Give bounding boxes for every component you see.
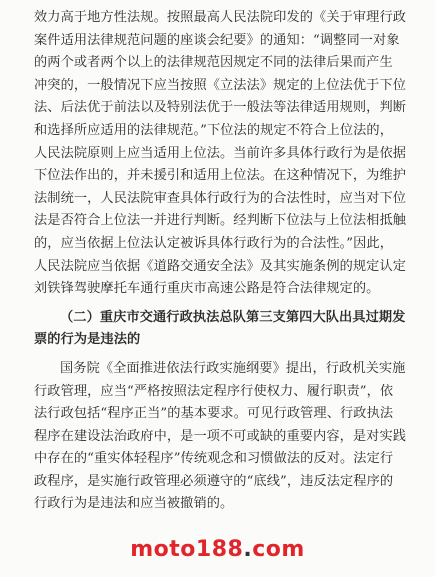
paragraph-line: 法行政包括“程序正当”的基本要求。可见行政管理、行政执法	[34, 406, 394, 422]
paragraph-line: 的两个或者两个以上的法律规范因规定不同的法律后果而产生	[34, 55, 393, 71]
paragraph-line: 国务院《全面推进依法行政实施纲要》提出，行政机关实施	[60, 360, 406, 376]
site-watermark	[0, 537, 435, 562]
paragraph-line: 法是否符合上位法一并进行判断。经判断下位法与上位法相抵触	[34, 213, 406, 229]
paragraph-line: 程序在建设法治政府中，是一项不可或缺的重要内容，是对实践	[34, 428, 406, 444]
paragraph-line: 刘铁锋驾驶摩托车通行重庆市高速公路是符合法律规定的。	[34, 281, 380, 297]
watermark-prefix: moto1	[130, 537, 212, 562]
paragraph-line: 人民法院原则上应当适用上位法。当前许多具体行政行为是依据	[34, 145, 406, 161]
paragraph-line: 行政管理，应当“严格按照法定程序行使权力、履行职责”，依	[34, 383, 394, 399]
paragraph-line: 效力高于地方性法规。按照最高人民法院印发的《关于审理行政	[34, 10, 406, 25]
watermark-suffix: com	[252, 537, 305, 562]
paragraph-line: 的，应当依据上位法认定被诉具体行政行为的合法性。”因此，	[34, 235, 394, 251]
paragraph-line: 法、后法优于前法以及特别法优于一般法等法律适用规则，判断	[34, 100, 406, 116]
paragraph-line: 法制统一，人民法院审查具体行政行为的合法性时，应当对下位	[34, 190, 406, 206]
section-heading-line: 票的行为是违法的	[34, 332, 141, 348]
paragraph-line: 中存在的“重实体轻程序”传统观念和习惯做法的反对。法定行	[34, 451, 394, 467]
paragraph-line: 下位法作出的，并未援引和适用上位法。在这种情况下，为维护	[34, 168, 406, 184]
paragraph-line: 案件适用法律规范问题的座谈会纪要》的通知：“调整同一对象	[34, 32, 400, 48]
paragraph-line: 和选择所应适用的法律规范。”下位法的规定不符合上位法的，	[34, 122, 394, 138]
paragraph-line: 冲突的，一般情况下应当按照《立法法》规定的上位法优于下位	[34, 77, 406, 93]
document-body	[34, 7, 406, 516]
paragraph-line: 政程序，是实施行政管理必须遵守的“底线”，违反法定程序的	[34, 473, 394, 489]
paragraph-line: 行政行为是违法和应当被撤销的。	[34, 496, 234, 512]
section-heading-line: （二）重庆市交通行政执法总队第三支第四大队出具过期发	[60, 309, 406, 325]
watermark-dot: .	[243, 537, 253, 562]
watermark-number: 88	[211, 537, 244, 562]
paragraph-line: 人民法院应当依据《道路交通安全法》及其实施条例的规定认定	[34, 258, 406, 274]
